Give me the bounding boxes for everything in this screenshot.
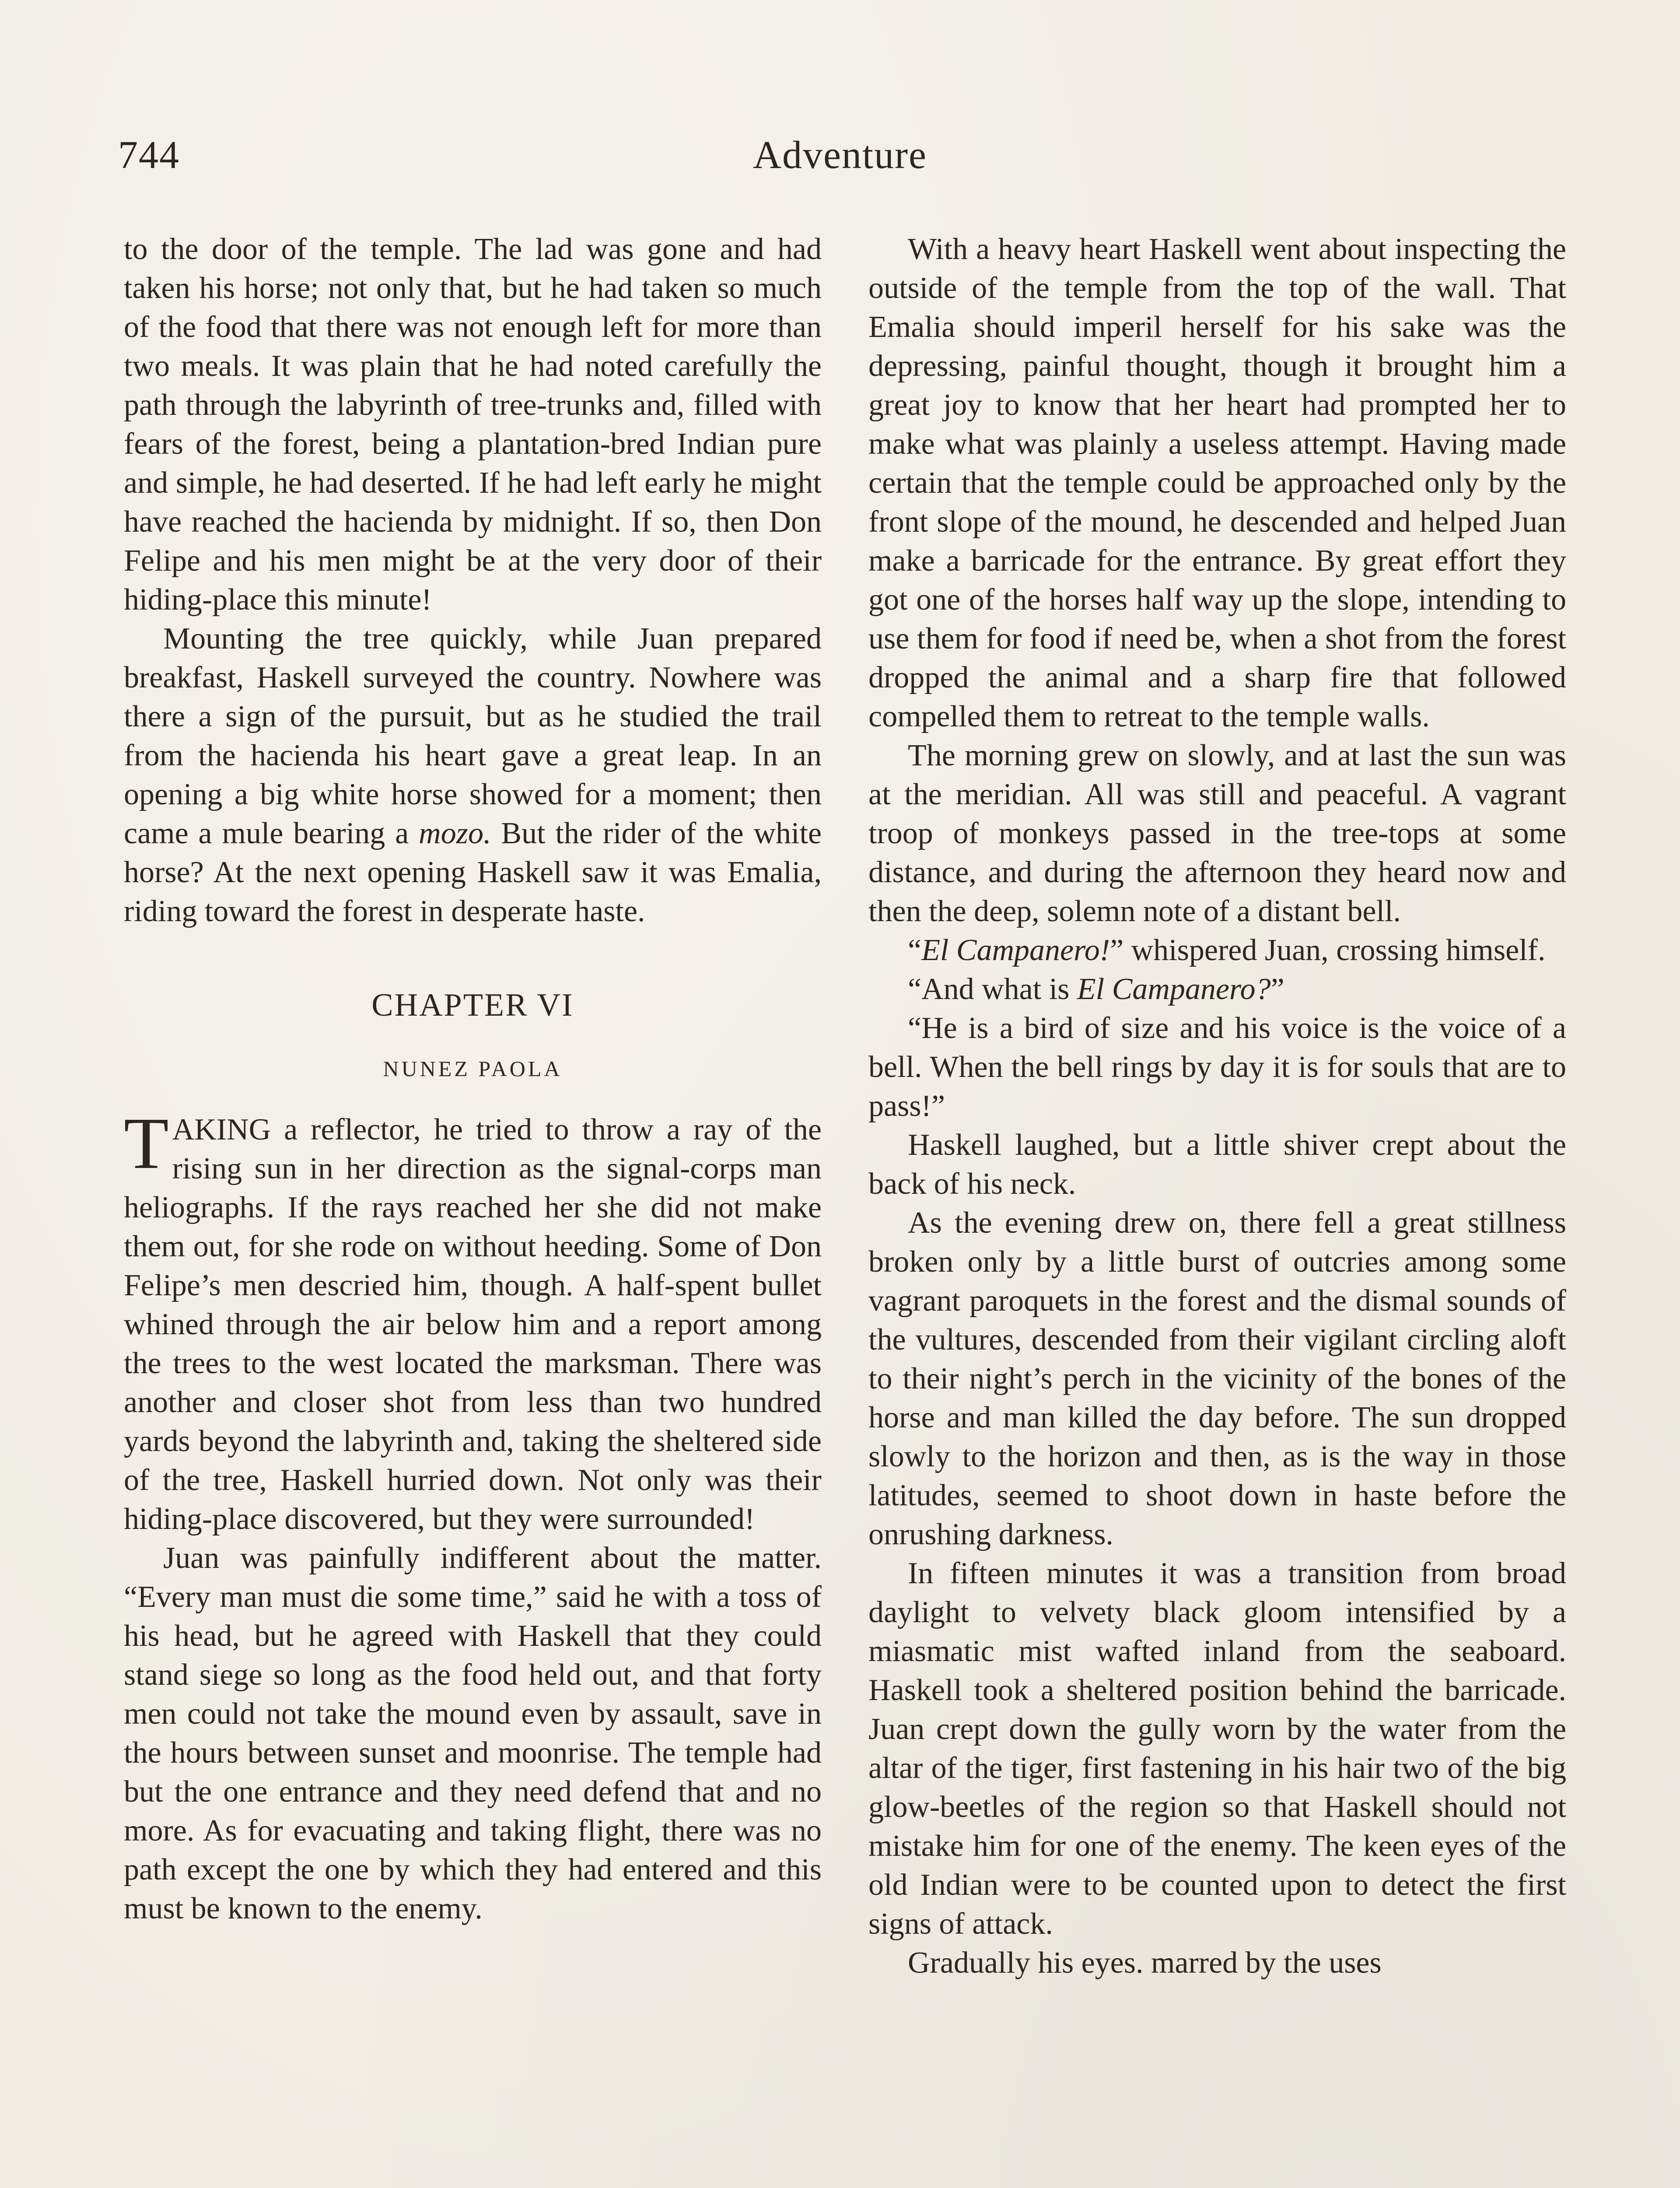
paragraph [868,970,1566,1009]
paragraph: to the door of the temple. The lad was gone and had taken his horse; not only that, but he had taken so much of the food that there was not enough left for more than two meals. It was plain that he had noted carefully the path through the labyrinth of tree-trunks and, filled with fears of the forest, being a plantation-bred Indian pure and simple, he had deserted. If he had left early he might have reached the hacienda by midnight. If so, then Don Felipe and his men might be at the very door of their hiding-place this minute! [124,232,822,617]
paragraph: With a heavy heart Haskell went about inspecting the outside of the temple from the top of the wall. That Emalia should imperil herself for his sake was the depressing, painful thought, though it brought him a great joy to know that her heart had prompted her to make what was plainly a useless attempt. Having made certain that the temple could be approached only by the front slope of the mound, he descended and helped Juan make a barricade for the entrance. By great effort they got one of the horses half way up the slope, intending to use them for food if need be, when a shot from the forest dropped the animal and a sharp fire that followed compelled them to retreat to the temple walls. [868,232,1566,733]
paragraph: In fifteen minutes it was a transition from broad daylight to velvety black gloom intensified by a miasmatic mist wafted inland from the seaboard. Haskell took a sheltered position behind the barricade. Juan crept down the gully worn by the water from the altar of the tiger, first fastening in his hair two of the big glow-beetles of the region so that Haskell should not mistake him for one of the enemy. The keen eyes of the old Indian were to be counted upon to detect the first signs of attack. [868,1557,1566,1941]
text-span: AKING a reflector, he tried to throw a ray of the rising sun in her direction as the signal-corps man heliographs. If the rays reached her she did not make them out, for she rode on without heeding. Some of Don Felipe’s men descried him, though. A half-spent bullet whined through the air below him and a report among the trees to the west located the marksman. There was another and closer shot from less than two hundred yards beyond the labyrinth and, taking the sheltered side of the tree, Haskell hurried down. Not only was their hiding-place discovered, but they were surrounded! [124,1113,822,1536]
text-span: But the rider of the white horse? At the next opening Haskell saw it was Emalia, riding toward the forest in desperate haste. [124,817,822,928]
right-column [868,230,1566,1982]
chapter-title: CHAPTER VI [371,987,574,1023]
paragraph: “He is a bird of size and his voice is the voice of a bell. When the bell rings by day it is for souls that are to pass!” [868,1011,1566,1123]
chapter-subtitle: NUNEZ PAOLA [383,1056,563,1081]
drop-cap: T [124,1103,169,1184]
text-span: Mounting the tree quickly, while Juan prepared breakfast, Haskell surveyed the country. Nowhere was there a sign of the pursuit, but as he studied the trail from the hacienda his heart gave a great leap. In an opening a big white horse showed for a moment; then came a mule bearing a [124,622,822,850]
page-header [118,131,1562,188]
text-span: ” whispered Juan, crossing himself. [1110,933,1546,967]
page-number: 744 [118,133,180,177]
text-span: ” [1270,972,1284,1006]
italic-word: El Campanero! [921,933,1110,967]
paragraph [124,1103,822,1539]
italic-word: mozo. [419,817,491,850]
paragraph: Gradually his eyes. marred by the uses [908,1946,1382,1980]
italic-word: El Campanero? [1077,972,1271,1006]
paragraph [124,619,822,931]
left-column [124,230,822,1928]
paragraph: As the evening drew on, there fell a great stillness broken only by a little burst of outcries among some vagrant paroquets in the forest and the dismal sounds of the vultures, descended from their vigilant circling aloft to their night’s perch in the vicinity of the bones of the horse and man killed the day before. The sun dropped slowly to the horizon and then, as is the way in those latitudes, seemed to shoot down in haste before the onrushing darkness. [868,1206,1566,1551]
running-head: Adventure [753,133,927,177]
paragraph: Juan was painfully indifferent about the matter. “Every man must die some time,” said he with a toss of his head, but he agreed with Haskell that they could stand siege so long as the food held out, and that forty men could not take the mound even by assault, save in the hours between sunset and moonrise. The temple had but the one entrance and they need defend that and no more. As for evacuating and taking flight, there was no path except the one by which they had entered and this must be known to the enemy. [124,1541,822,1925]
paragraph [868,931,1566,970]
paragraph: Haskell laughed, but a little shiver crept about the back of his neck. [868,1128,1566,1201]
paragraph: The morning grew on slowly, and at last the sun was at the meridian. All was still and peaceful. A vagrant troop of monkeys passed in the tree-tops at some distance, and during the afternoon they heard now and then the deep, solemn note of a distant bell. [868,739,1566,928]
text-span: “And what is [908,972,1070,1006]
text-span: “ [908,933,922,967]
